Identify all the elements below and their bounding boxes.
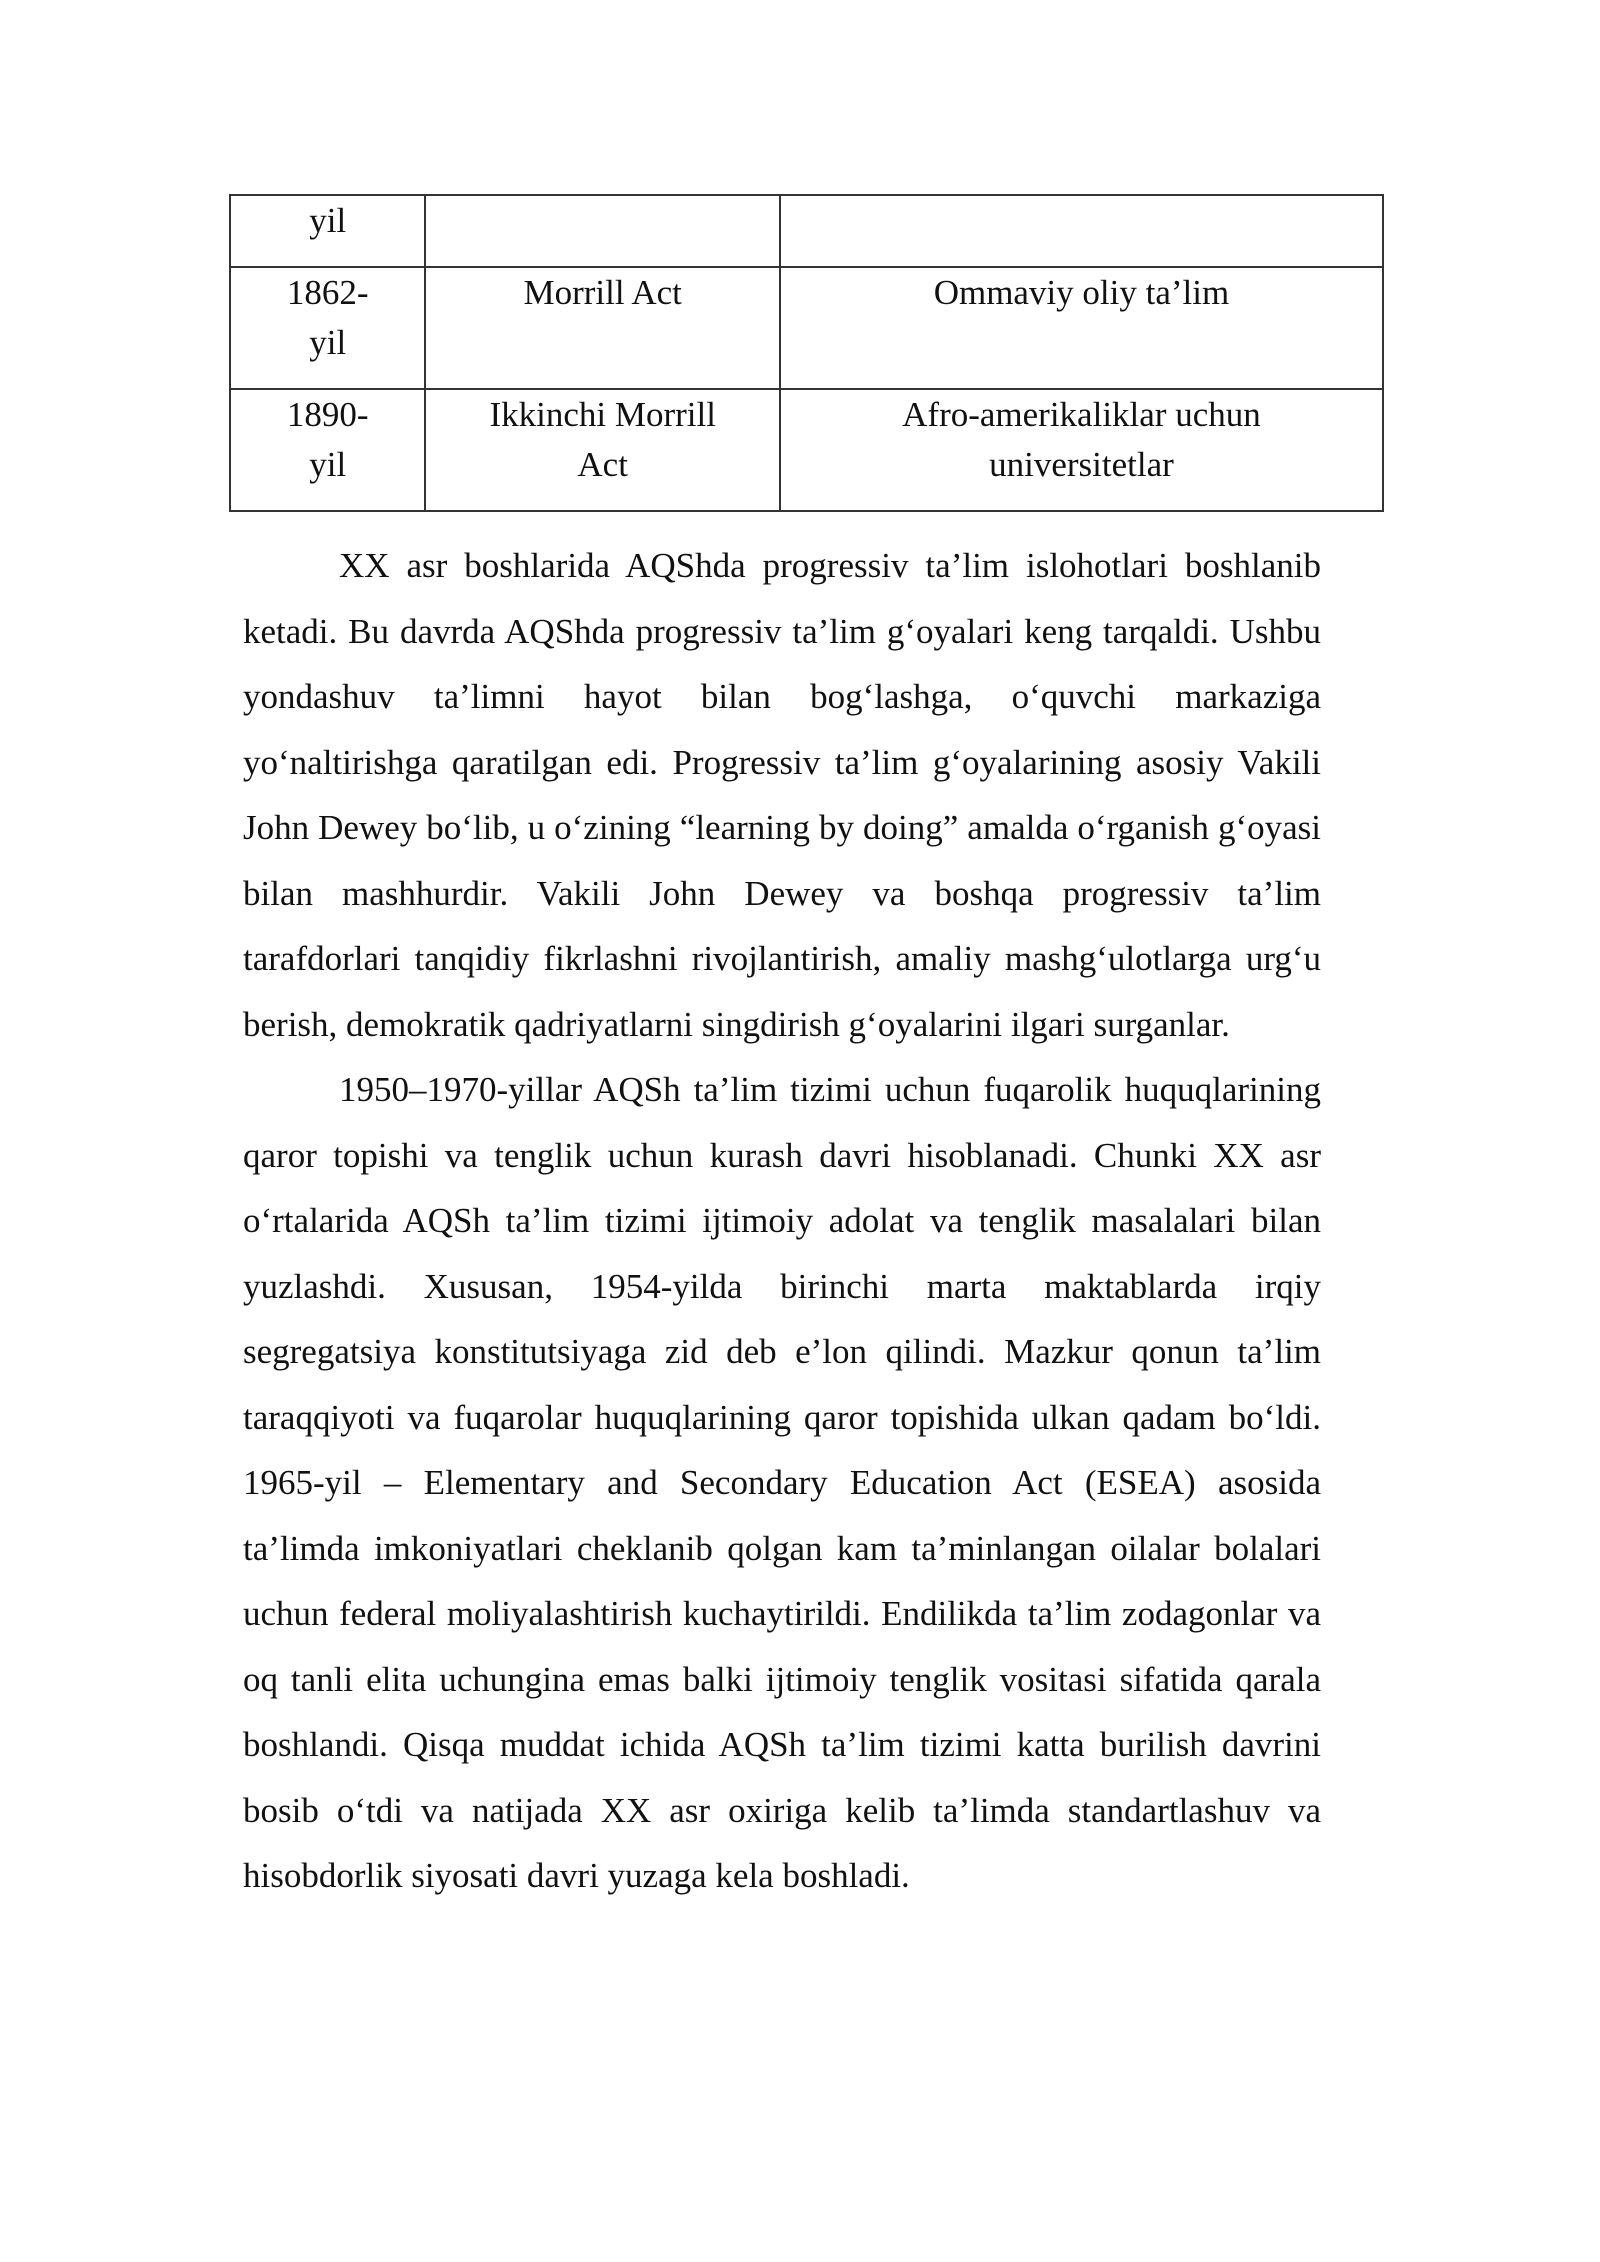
law-text: Morrill Act [523, 273, 682, 312]
law-cell [425, 195, 779, 267]
year-text: 1890-yil [286, 395, 369, 484]
law-text: Ikkinchi Morrill Act [489, 395, 716, 484]
law-cell [425, 389, 779, 511]
description-cell [780, 389, 1383, 511]
description-text: Afro-amerikaliklar uchun universitetlar [902, 395, 1261, 484]
year-text: 1862-yil [286, 273, 369, 362]
description-cell [780, 195, 1383, 267]
table-row [230, 389, 1383, 511]
history-table [229, 194, 1384, 512]
body-text [243, 533, 1321, 1909]
table-row [230, 267, 1383, 389]
year-text: yil [309, 201, 347, 240]
year-cell [230, 267, 425, 389]
paragraph-civil-rights-era: 1950–1970-yillar AQSh ta’lim tizimi uchun fuqarolik huquqlarining qaror topishi va tenglik uchun kurash davri hisoblanadi. Chunki XX asr o‘rtalarida AQSh ta’lim tizimi ijtimoiy adolat va tenglik masalalari bilan yuzlashdi. Xususan, 1954-yilda birinchi marta maktablarda irqiy segregatsiya konstitutsiyaga zid deb e’lon qilindi. Mazkur qonun ta’lim taraqqiyoti va fuqarolar huquqlarining qaror topishida ulkan qadam bo‘ldi. 1965-yil – Elementary and Secondary Education Act (ESEA) asosida ta’limda imkoniyatlari cheklanib qolgan kam ta’minlangan oilalar bolalari uchun federal moliyalashtirish kuchaytirildi. Endilikda ta’lim zodagonlar va oq tanli elita uchungina emas balki ijtimoiy tenglik vositasi sifatida qarala boshlandi. Qisqa muddat ichida AQSh ta’lim tizimi katta burilish davrini bosib o‘tdi va natijada XX asr oxiriga kelib ta’limda standartlashuv va hisobdorlik siyosati davri yuzaga kela boshladi. [243, 1070, 1321, 1895]
year-cell [230, 389, 425, 511]
description-text: Ommaviy oliy ta’lim [933, 273, 1230, 312]
year-cell [230, 195, 425, 267]
table-row [230, 195, 1383, 267]
paragraph-progressive-education: XX asr boshlarida AQShda progressiv ta’lim islohotlari boshlanib ketadi. Bu davrda AQShda progressiv ta’lim g‘oyalari keng tarqaldi. Ushbu yondashuv ta’limni hayot bilan bog‘lashga, o‘quvchi markaziga yo‘naltirishga qaratilgan edi. Progressiv ta’lim g‘oyalarining asosiy Vakili John Dewey bo‘lib, u o‘zining “learning by doing” amalda o‘rganish g‘oyasi bilan mashhurdir. Vakili John Dewey va boshqa progressiv ta’lim tarafdorlari tanqidiy fikrlashni rivojlantirish, amaliy mashg‘ulotlarga urg‘u berish, demokratik qadriyatlarni singdirish g‘oyalarini ilgari surganlar. [243, 546, 1321, 1044]
description-cell [780, 267, 1383, 389]
law-cell [425, 267, 779, 389]
